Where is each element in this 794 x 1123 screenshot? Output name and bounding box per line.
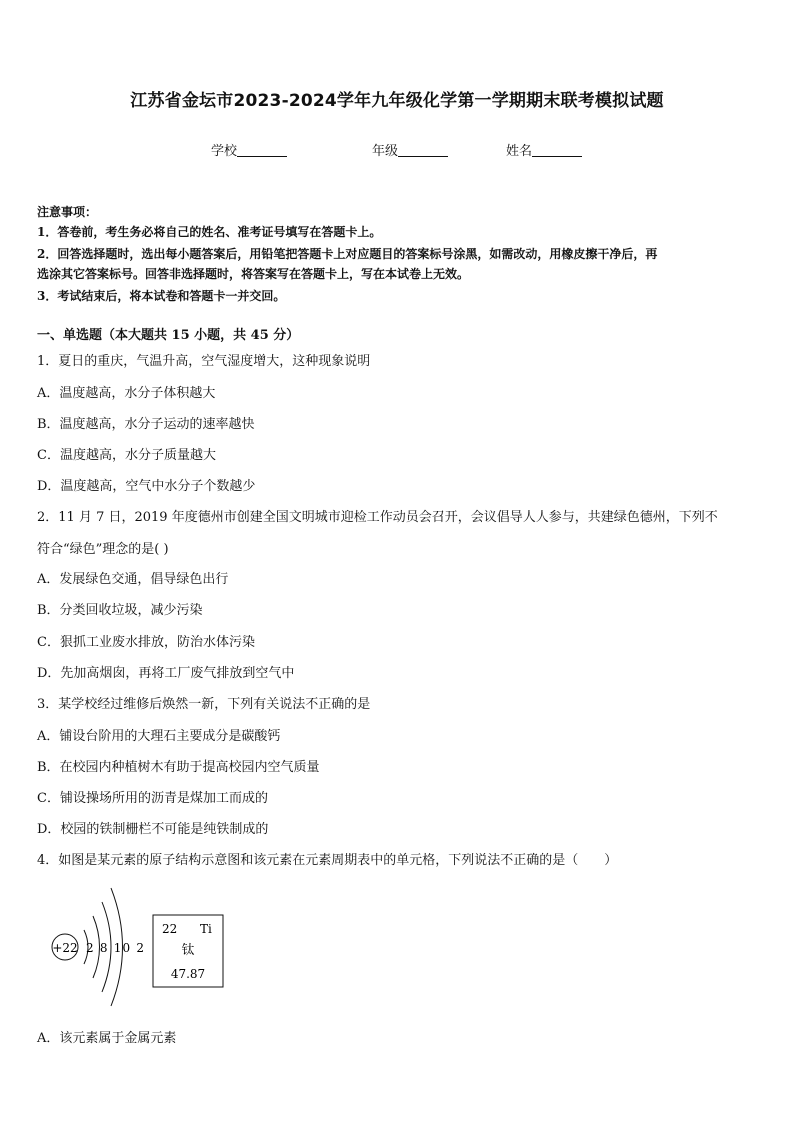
question-option: D．校园的铁制栅栏不可能是纯铁制成的 bbox=[37, 822, 269, 837]
grade-blank bbox=[398, 142, 448, 157]
question-option: C．狠抓工业废水排放，防治水体污染 bbox=[37, 635, 255, 650]
atom-diagram-svg bbox=[40, 882, 240, 1018]
page-title: 江苏省金坛市2023-2024学年九年级化学第一学期期末联考模拟试题 bbox=[130, 91, 664, 111]
grade-label: 年级 bbox=[372, 144, 399, 159]
question-option: D．温度越高，空气中水分子个数越少 bbox=[37, 479, 256, 494]
name-field bbox=[506, 140, 582, 159]
school-blank bbox=[237, 142, 287, 157]
question-option: C．铺设操场所用的沥青是煤加工而成的 bbox=[37, 791, 268, 806]
question-option: A．铺设台阶用的大理石主要成分是碳酸钙 bbox=[37, 729, 281, 744]
question-option: A．温度越高，水分子体积越大 bbox=[37, 386, 216, 401]
question-option: C．温度越高，水分子质量越大 bbox=[37, 448, 216, 463]
student-info-row bbox=[0, 140, 794, 160]
element-number: 22 bbox=[162, 922, 178, 936]
question-option: A．该元素属于金属元素 bbox=[37, 1031, 177, 1046]
electron-counts: 2 8 10 2 bbox=[86, 941, 146, 955]
question-stem: 3．某学校经过维修后焕然一新，下列有关说法不正确的是 bbox=[37, 697, 371, 712]
question-option: D．先加高烟囱，再将工厂废气排放到空气中 bbox=[37, 666, 295, 681]
question-stem-continued: 符合“绿色”理念的是( ) bbox=[37, 542, 169, 557]
question-option: B．温度越高，水分子运动的速率越快 bbox=[37, 417, 255, 432]
notice-item: 2．回答选择题时，选出每小题答案后，用铅笔把答题卡上对应题目的答案标号涂黑，如需改动，用橡皮擦干净后，再 bbox=[37, 247, 658, 261]
atom-structure-figure bbox=[40, 882, 240, 1018]
question-stem: 1．夏日的重庆，气温升高，空气湿度增大，这种现象说明 bbox=[37, 354, 371, 369]
element-name: 钛 bbox=[181, 943, 195, 958]
name-label: 姓名 bbox=[506, 144, 533, 159]
question-stem: 2．11 月 7 日，2019 年度德州市创建全国文明城市迎检工作动员会召开，会议倡导人人参与，共建绿色德州，下列不 bbox=[37, 510, 718, 525]
grade-field bbox=[372, 140, 448, 159]
element-symbol: Ti bbox=[200, 922, 212, 936]
notice-item: 3．考试结束后，将本试卷和答题卡一并交回。 bbox=[37, 289, 286, 303]
question-option: A．发展绿色交通，倡导绿色出行 bbox=[37, 572, 229, 587]
school-field bbox=[211, 140, 287, 159]
element-mass: 47.87 bbox=[170, 967, 206, 981]
name-blank bbox=[532, 142, 582, 157]
nucleus-charge: +22 bbox=[52, 941, 78, 955]
section-heading: 一、单选题（本大题共 15 小题，共 45 分） bbox=[37, 328, 300, 343]
notice-item: 1．答卷前，考生务必将自己的姓名、准考证号填写在答题卡上。 bbox=[37, 225, 382, 239]
school-label: 学校 bbox=[211, 144, 238, 159]
question-option: B．在校园内种植树木有助于提高校园内空气质量 bbox=[37, 760, 320, 775]
notice-item: 选涂其它答案标号。回答非选择题时，将答案写在答题卡上，写在本试卷上无效。 bbox=[37, 267, 470, 281]
question-stem: 4．如图是某元素的原子结构示意图和该元素在元素周期表中的单元格，下列说法不正确的是（ ） bbox=[37, 853, 618, 868]
notice-heading: 注意事项： bbox=[37, 205, 98, 219]
question-option: B．分类回收垃圾，减少污染 bbox=[37, 603, 203, 618]
